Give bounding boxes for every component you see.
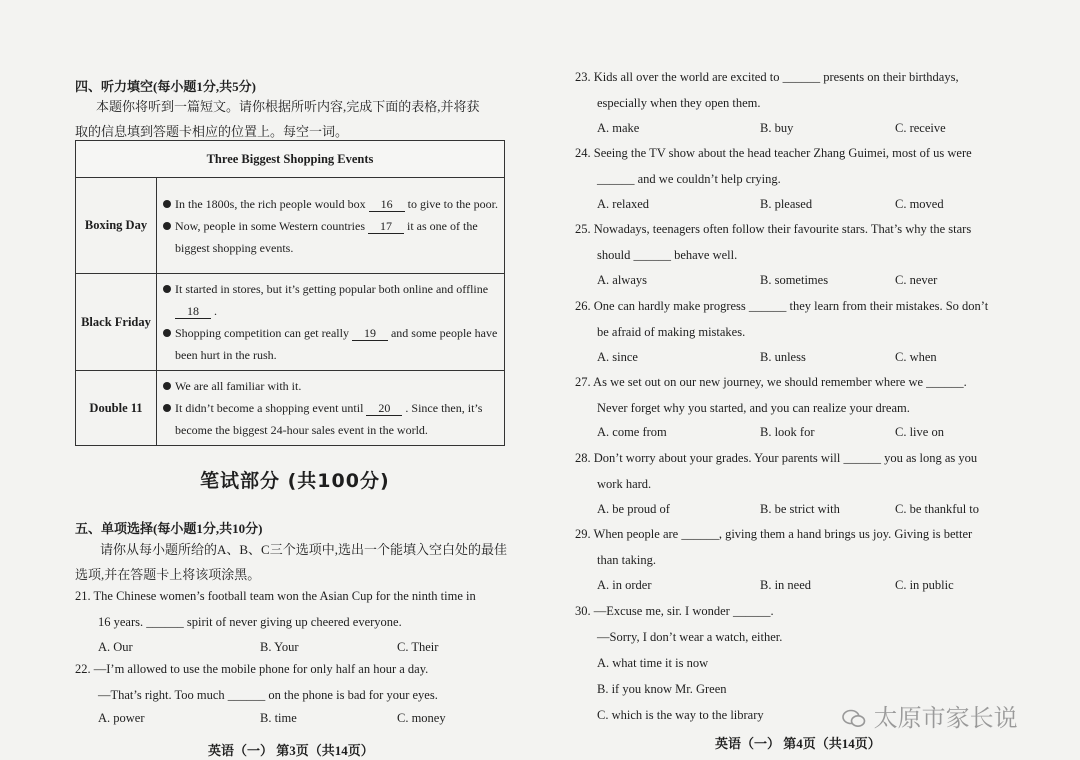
option-a[interactable]: A. since (597, 350, 638, 364)
question-22: 22. —I’m allowed to use the mobile phone for only half an hour a day. —That’s right. Too much ______ on the phone is bad for your eyes. (75, 662, 438, 702)
question-21: 21. The Chinese women’s football team won the Asian Cup for the ninth time in 16 years. ______ spirit of never giving up cheered everyone. (75, 589, 476, 629)
option-b[interactable]: B. look for (760, 425, 815, 439)
black-friday-cell (157, 274, 505, 371)
option-a[interactable]: A. come from (597, 425, 667, 439)
option-b[interactable]: B. be strict with (760, 502, 840, 516)
bullet-item: Shopping competition can get really 19 and some people have been hurt in the rush. (161, 322, 500, 366)
bullet-item: In the 1800s, the rich people would box 16 to give to the poor. (161, 193, 500, 215)
row-head-black-friday: Black Friday (76, 274, 157, 371)
question-29: 29. When people are ______, giving them a hand brings us joy. Giving is better than taking. (575, 527, 973, 567)
question-28: 28. Don’t worry about your grades. Your parents will ______ you as long as you work hard. (575, 451, 978, 491)
bullet-item: Now, people in some Western countries 17 it as one of the biggest shopping events. (161, 215, 500, 259)
section-5-title: 五、单项选择(每小题1分,共10分) (75, 521, 263, 536)
table-title: Three Biggest Shopping Events (76, 141, 505, 178)
option-c[interactable]: C. live on (895, 425, 944, 439)
option-a[interactable]: A. make (597, 121, 640, 135)
option-a[interactable]: A. what time it is now (597, 656, 709, 670)
question-26: 26. One can hardly make progress ______ they learn from their mistakes. So don’t be afraid of making mistakes. (575, 299, 989, 339)
section-4-intro-line2: 取的信息填到答题卡相应的位置上。每空一词。 (75, 124, 349, 139)
question-24: 24. Seeing the TV show about the head teacher Zhang Guimei, most of us were ______ and we couldn’t help crying. (575, 146, 972, 186)
option-b[interactable]: B. if you know Mr. Green (597, 682, 727, 696)
option-b[interactable]: B. in need (760, 578, 812, 592)
option-a[interactable]: A. be proud of (597, 502, 670, 516)
option-b[interactable]: B. unless (760, 350, 806, 364)
page-footer: 英语（一） 第3页（共14页） (208, 743, 374, 758)
blank-19: 19 (352, 326, 388, 341)
bullet-item: It started in stores, but it’s getting popular both online and offline 18 . (161, 278, 500, 322)
option-b[interactable]: B. pleased (760, 197, 813, 211)
option-a[interactable]: A. in order (597, 578, 652, 592)
blank-20: 20 (366, 401, 402, 416)
section-5-intro-line1: 请你从每小题所给的A、B、C三个选项中,选出一个能填入空白处的最佳 (100, 542, 507, 557)
option-a[interactable]: A. power (98, 711, 145, 725)
section-4-intro-line1: 本题你将听到一篇短文。请你根据所听内容,完成下面的表格,并将获 (96, 99, 480, 114)
blank-16: 16 (369, 197, 405, 212)
option-a[interactable]: A. relaxed (597, 197, 650, 211)
bullet-item: We are all familiar with it. (161, 375, 500, 397)
question-23: 23. Kids all over the world are excited to ______ presents on their birthdays, especially when they open them. (575, 70, 959, 110)
section-4-title: 四、听力填空(每小题1分,共5分) (75, 79, 256, 94)
option-b[interactable]: B. Your (260, 640, 299, 654)
listening-table (75, 140, 505, 446)
option-b[interactable]: B. sometimes (760, 273, 829, 287)
row-head-boxing-day: Boxing Day (76, 178, 157, 274)
option-c[interactable]: C. never (895, 273, 938, 287)
option-c[interactable]: C. which is the way to the library (597, 708, 764, 722)
watermark (842, 698, 1018, 733)
option-b[interactable]: B. buy (760, 121, 794, 135)
watermark-text: 太原市家长说 (873, 704, 1018, 732)
option-c[interactable]: C. money (397, 711, 446, 725)
option-a[interactable]: A. Our (98, 640, 133, 654)
option-c[interactable]: C. be thankful to (895, 502, 980, 516)
blank-18: 18 (175, 304, 211, 319)
option-c[interactable]: C. when (895, 350, 937, 364)
page-footer: 英语（一） 第4页（共14页） (715, 736, 881, 751)
option-c[interactable]: C. receive (895, 121, 946, 135)
right-page (575, 0, 1025, 760)
option-c[interactable]: C. in public (895, 578, 954, 592)
option-b[interactable]: B. time (260, 711, 297, 725)
option-a[interactable]: A. always (597, 273, 647, 287)
bullet-item: It didn’t become a shopping event until 20 . Since then, it’s become the biggest 24-hour sales event in the world. (161, 397, 500, 441)
question-30: 30. —Excuse me, sir. I wonder ______. —Sorry, I don’t wear a watch, either. A. what time it is now B. if you know Mr. Green C. which is the way to the library (575, 598, 1025, 728)
written-part-heading: 笔试部分 (共100分) (200, 470, 390, 492)
left-page (70, 0, 520, 760)
option-c[interactable]: C. moved (895, 197, 944, 211)
double-11-cell (157, 371, 505, 446)
blank-17: 17 (368, 219, 404, 234)
row-head-double-11: Double 11 (76, 371, 157, 446)
question-25: 25. Nowadays, teenagers often follow their favourite stars. That’s why the stars should ______ behave well. (575, 222, 972, 262)
chat-bubble-icon (842, 709, 866, 729)
boxing-day-cell (157, 178, 505, 274)
section-5-intro-line2: 选项,并在答题卡上将该项涂黑。 (75, 567, 261, 582)
option-c[interactable]: C. Their (397, 640, 439, 654)
question-27: 27. As we set out on our new journey, we should remember where we ______. Never forget why you started, and you can realize your dream. (575, 375, 967, 415)
